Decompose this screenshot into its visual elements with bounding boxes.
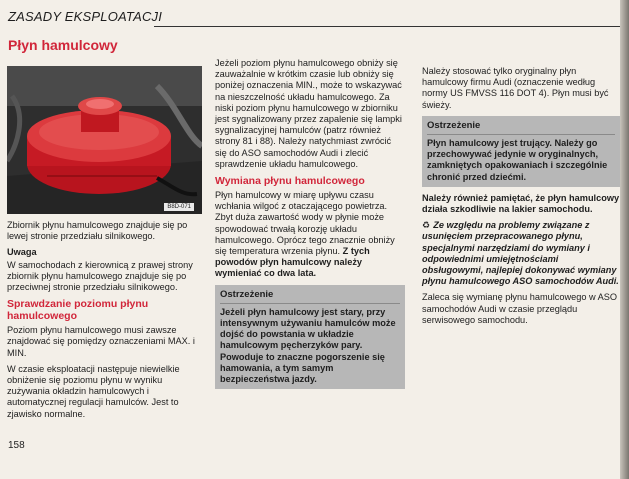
uwaga-title: Uwaga — [7, 247, 37, 258]
environment-note-text: Ze względu na problemy związane z usunięciem przepracowanego płynu, specjalnymi narzędziami do wymiany i odpowiednimi umiejętnościami obsługowymi, najlepiej dokonywać wymiany płynu hamulcowego ASO samochodów Audi. — [422, 220, 619, 287]
photo-code: B8D-071 — [164, 203, 194, 211]
uwaga-text: W samochodach z kierownicą z prawej strony zbiornik płynu hamulcowego znajduje się po przeciwnej stronie przedziału silnikowego. — [7, 259, 193, 293]
page-spine-shadow — [620, 0, 629, 479]
paragraph: Jeżeli poziom płynu hamulcowego obniży się zauważalnie w krótkim czasie lub obniży się poniżej oznaczenia MIN., może to wskazywać na nieszczelność układu hamulcowego. Za niski poziom płynu hamulcowego w zbiorniku jest sygnalizowany przez zapalenie się lampki sygnalizacyjnej hamulców (patrz również strony 81 i 88). Należy natychmiast zwrócić się do ASO samochodów Audi i zlecić sprawdzenie układu hamulcowego. — [215, 58, 402, 169]
paragraph-text: Płyn hamulcowy w miarę upływu czasu wchłania wilgoć z otaczającego powietrza. Zbyt duża zawartość wody w płynie może spowodować trwałą korozję układu hamulcowego. Oprócz tego znacznie obniży się temperatura wrzenia płynu. — [215, 190, 395, 257]
paragraph — [215, 190, 405, 280]
recycle-icon: ♻ — [422, 220, 431, 231]
page-number: 158 — [8, 440, 25, 451]
paragraph-bold-text: Z tych powodów płyn hamulcowy należy wymieniać co dwa lata. — [215, 246, 370, 279]
photo-caption: Zbiornik płynu hamulcowego znajduje się po lewej stronie przedziału silnikowego. — [7, 220, 188, 242]
page-title: Płyn hamulcowy — [8, 37, 118, 53]
column-3 — [422, 66, 620, 331]
paragraph: W czasie eksploatacji następuje niewielkie obniżenie się poziomu płynu w wyniku zużywania okładzin hamulcowych i automatycznej regulacji hamulców. Jest to zjawisko normalne. — [7, 363, 180, 419]
paragraph-bold: Należy również pamiętać, że płyn hamulcowy działa szkodliwie na lakier samochodu. — [422, 192, 620, 215]
paragraph: Poziom płynu hamulcowego musi zawsze znajdować się pomiędzy oznaczeniami MAX. i MIN. — [7, 325, 195, 358]
section-heading-check-level: Sprawdzanie poziomu płynu hamulcowego — [7, 298, 149, 323]
warning-box — [422, 116, 620, 187]
column-2 — [215, 58, 405, 395]
warning-text: Płyn hamulcowy jest trujący. Należy go przechowywać jedynie w oryginalnych, zamkniętych opakowaniach i szczególnie chronić przed dziećmi. — [427, 138, 608, 182]
header-rule — [154, 26, 620, 27]
warning-title: Ostrzeżenie — [427, 120, 615, 135]
warning-box — [215, 285, 405, 390]
warning-title: Ostrzeżenie — [220, 289, 400, 304]
column-1 — [7, 220, 203, 425]
paragraph: Należy stosować tylko oryginalny płyn hamulcowy firmu Audi (oznaczenie według normy US FMVSS 116 DOT 4). Płyn musi być świeży. — [422, 66, 609, 110]
header-title: ZASADY EKSPLOATACJI — [8, 9, 163, 24]
environment-note — [422, 220, 620, 287]
reservoir-illustration — [7, 66, 202, 214]
warning-text: Jeżeli płyn hamulcowy jest stary, przy intensywnym używaniu hamulców może dojść do powstania w układzie hamulcowym pęcherzyków pary. Powoduje to znaczne pogorszenie się hamowania, a tym samym bezpieczeństwa jazdy. — [220, 306, 396, 385]
brake-fluid-reservoir-photo — [7, 66, 202, 214]
page-header — [8, 6, 620, 28]
section-heading-replace-fluid: Wymiana płynu hamulcowego — [215, 175, 365, 188]
paragraph: Zaleca się wymianę płynu hamulcowego w ASO samochodów Audi w czasie przeglądu serwisowego samochodu. — [422, 292, 618, 325]
